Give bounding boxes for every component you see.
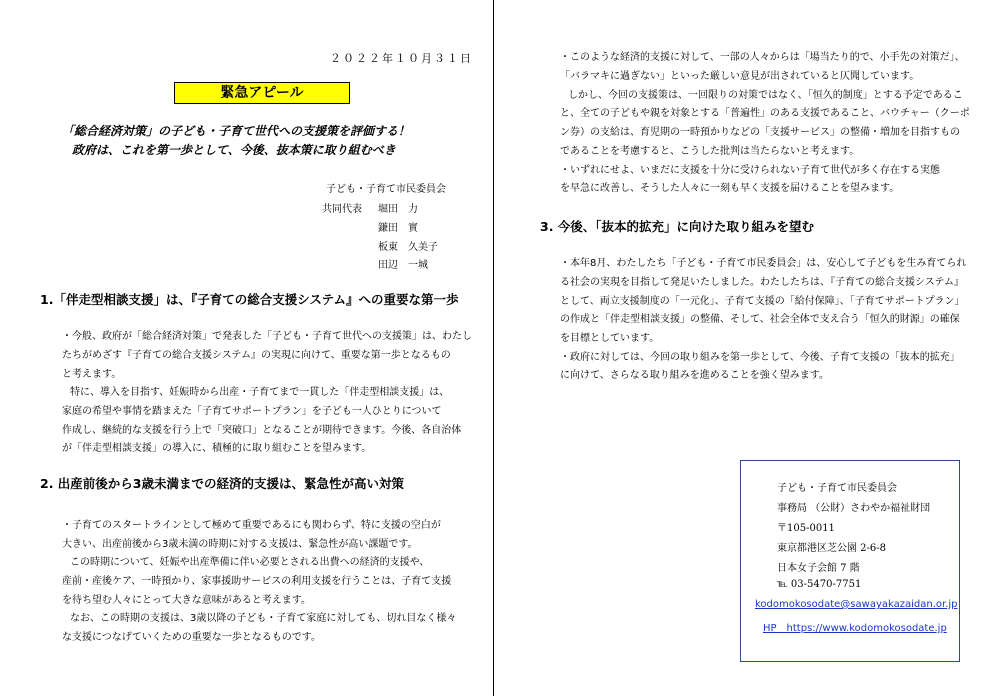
intro-line: ン券）の支給は、育児期の一時預かりなどの「支援サービス」の整備・増加を目指すもの [560,127,960,138]
section-3-line: として、両立支援制度の「一元化」、子育て支援の「給付保障」、「子育てサポートプラン」 [560,296,965,307]
section-1-line: たちがめざす『子育ての総合支援システム』の実現に向けて、重要な第一歩となるもの [62,350,451,361]
section-2-line: な支援につなげていくための重要な一歩となるものです。 [62,632,321,643]
section-2-line: なお、この時期の支援は、3歳以降の子ども・子育て家庭に対しても、切れ目なく様々 [70,613,457,624]
rep-name: 堀田 力 [378,204,418,215]
page-divider [493,0,494,696]
intro-line: を早急に改善し、そうした人々に一刻も早く支援を届けることを望みます。 [560,183,900,194]
contact-postal: 〒105-0011 [777,523,835,534]
contact-address-2: 日本女子会館 7 階 [777,563,860,574]
section-2-line: この時期について、妊娠や出産準備に伴い必要とされる出費への経済的支援や、 [70,557,430,568]
section-2-line: 産前・産後ケア、一時預かり、家事援助サービスの利用支援を行うことは、子育て支援 [62,576,452,587]
urgent-appeal-banner: 緊急アピール [174,82,350,104]
section-1-line: 特に、導入を目指す、妊娠時から出産・子育てまで一貫した「伴走型相談支援」は、 [70,387,450,398]
section-2-heading: 2. 出産前後から3歳未満までの経済的支援は、緊急性が高い対策 [40,476,404,491]
contact-tel: ℡ 03-5470-7751 [777,579,862,590]
subtitle-line-2: 政府は、これを第一歩として、今後、抜本策に取り組むべき [72,143,396,157]
rep-name: 板東 久美子 [378,242,438,253]
section-2-line: 大きい、出産前後から3歳未満の時期に対する支援は、緊急性が高い課題です。 [62,539,418,550]
section-1-line: 家庭の希望や事情を踏まえた「子育てサポートプラン」を子ども一人ひとりについて [62,406,442,417]
section-3-line: る社会の実現を目指して発足いたしました。わたしたちは、『子育ての総合支援システム』 [560,277,964,288]
contact-address-1: 東京都港区芝公園 2-6-8 [777,543,887,554]
section-2-line: を待ち望む人々にとって大きな意味があると考えます。 [62,595,311,606]
intro-line: と、全ての子どもや親を対象とする「普遍性」のある支援であること、バウチャー（クーポ [560,108,970,119]
contact-homepage-link[interactable]: HP https://www.kodomokosodate.jp [763,623,947,634]
section-3-heading: 3. 今後、「抜本的拡充」に向けた取り組みを望む [540,219,815,234]
contact-org: 子ども・子育て市民委員会 [777,483,897,494]
subtitle-line-1: 「総合経済対策」の子ども・子育て世代への支援策を評価する！ [62,124,411,138]
intro-line: しかし、今回の支援策は、一回限りの対策ではなく、「恒久的制度」とする予定であるこ [568,90,963,101]
document-date: ２０２２年１０月３１日 [330,52,473,65]
section-2-line: ・子育てのスタートラインとして極めて重要であるにも関わらず、特に支援の空白が [62,520,441,531]
rep-name: 田辺 一城 [378,260,428,271]
contact-email-link[interactable]: kodomokosodate@sawayakazaidan.or.jp [755,599,958,610]
rep-label: 共同代表 [322,204,362,215]
section-1-line: と考えます。 [62,369,122,380]
intro-line: ・いずれにせよ、いまだに支援を十分に受けられない子育て世代が多く存在する実態 [560,165,940,176]
rep-name: 鎌田 實 [378,223,418,234]
contact-office: 事務局 （公財）さわやか福祉財団 [777,503,931,514]
section-1-line: 作成し、継続的な支援を行う上で「突破口」となることが期待できます。今後、各自治体 [62,425,462,436]
section-1-heading: 1.「伴走型相談支援」は、『子育ての総合支援システム』への重要な第一歩 [40,292,459,307]
intro-line: であることを考慮すると、こうした批判は当たらないと考えます。 [560,146,860,157]
section-3-line: を目標としています。 [560,333,660,344]
contact-box [740,460,960,662]
intro-line: ・このような経済的支援に対して、一部の人々からは「場当たり的で、小手先の対策だ」、 [560,52,965,63]
section-3-line: の作成と「伴走型相談支援」の整備、そして、社会全体で支え合う「恒久的財源」の確保 [560,314,960,325]
intro-line: 「バラマキに過ぎない」といった厳しい意見が出されていると仄聞しています。 [560,71,920,82]
section-3-line: ・本年8月、わたしたち「子ども・子育て市民委員会」は、安心して子どもを生み育てられ [560,258,967,269]
section-3-line: に向けて、さらなる取り組みを進めることを強く望みます。 [560,370,829,381]
section-1-line: が「伴走型相談支援」の導入に、積極的に取り組むことを望みます。 [62,443,372,454]
section-3-line: ・政府に対しては、今回の取り組みを第一歩として、今後、子育て支援の「抜本的拡充」 [560,352,960,363]
section-1-line: ・今般、政府が「総合経済対策」で発表した「子ども・子育て世代への支援策」は、わたし [62,331,472,342]
org-name: 子ども・子育て市民委員会 [326,184,446,195]
